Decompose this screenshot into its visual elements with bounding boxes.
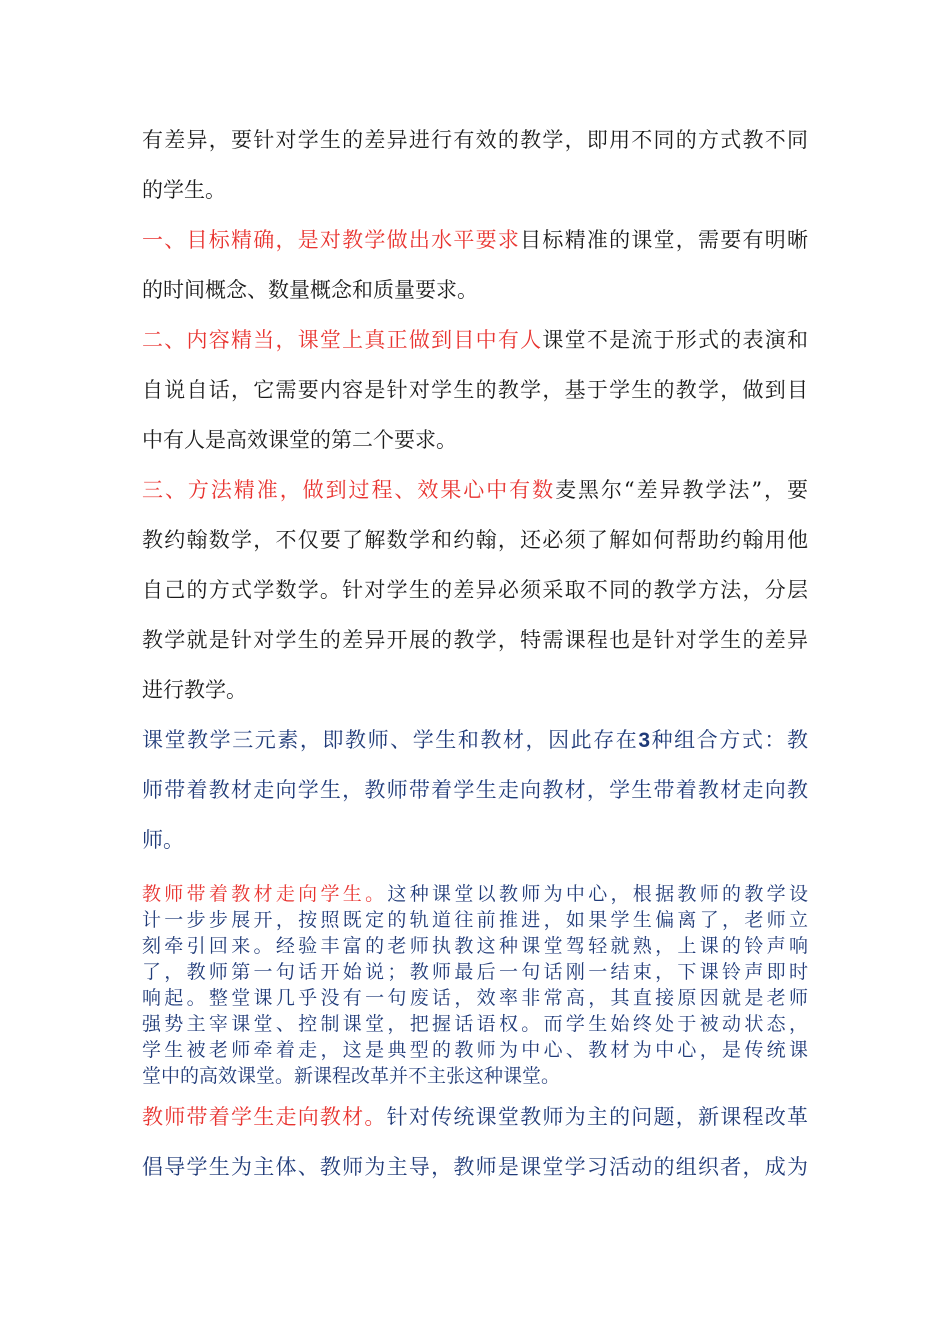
section-heading: 二、内容精当，课堂上真正做到目中有人 xyxy=(142,328,543,352)
paragraph-line: 自说自话，它需要内容是针对学生的教学，基于学生的教学，做到目 xyxy=(142,378,808,402)
paragraph-line: 教约翰数学，不仅要了解数学和约翰，还必须了解如何帮助约翰用他 xyxy=(142,528,808,552)
paragraph-line: 刻牵引回来。经验丰富的老师执教这种课堂驾轻就熟，上课的铃声响 xyxy=(142,935,808,957)
paragraph-line xyxy=(142,726,808,755)
paragraph-line: 堂中的高效课堂。新课程改革并不主张这种课堂。 xyxy=(142,1065,561,1087)
section-heading: 三、方法精准，做到过程、效果心中有数 xyxy=(142,478,556,502)
paragraph-line: 强势主宰课堂、控制课堂，把握话语权。而学生始终处于被动状态， xyxy=(142,1013,808,1035)
paragraph-line: 自己的方式学数学。针对学生的差异必须采取不同的教学方法，分层 xyxy=(142,578,808,602)
paragraph-text: 课堂不是流于形式的表演和 xyxy=(542,328,808,352)
paragraph-line xyxy=(142,226,808,254)
paragraph-line: 倡导学生为主体、教师为主导，教师是课堂学习活动的组织者，成为 xyxy=(142,1155,808,1179)
section-heading: 教师带着教材走向学生。 xyxy=(142,883,388,905)
paragraph-line: 计一步步展开，按照既定的轨道往前推进，如果学生偏离了，老师立 xyxy=(142,909,808,931)
paragraph-line xyxy=(142,476,808,504)
paragraph-line xyxy=(142,326,808,354)
paragraph-line: 响起。整堂课几乎没有一句废话，效率非常高，其直接原因就是老师 xyxy=(142,987,808,1009)
paragraph-line: 中有人是高效课堂的第二个要求。 xyxy=(142,428,457,452)
paragraph-line: 教学就是针对学生的差异开展的教学，特需课程也是针对学生的差异 xyxy=(142,628,808,652)
paragraph-line: 师带着教材走向学生，教师带着学生走向教材，学生带着教材走向教 xyxy=(142,778,808,802)
paragraph-line: 有差异，要针对学生的差异进行有效的教学，即用不同的方式教不同 xyxy=(142,128,808,152)
number-text: 3 xyxy=(638,729,651,752)
paragraph-text: 针对传统课堂教师为主的问题，新课程改革 xyxy=(386,1105,808,1129)
paragraph-line: 的时间概念、数量概念和质量要求。 xyxy=(142,278,478,302)
paragraph-text: 目标精准的课堂，需要有明晰 xyxy=(520,228,809,252)
section-heading: 一、目标精确，是对教学做出水平要求 xyxy=(142,228,521,252)
paragraph-line: 师。 xyxy=(142,828,184,852)
paragraph-line: 的学生。 xyxy=(142,178,226,202)
paragraph-text: 课堂教学三元素，即教师、学生和教材，因此存在 xyxy=(142,728,639,752)
paragraph-text: 这种课堂以教师为中心，根据教师的教学设 xyxy=(387,883,808,905)
paragraph-line: 进行教学。 xyxy=(142,678,247,702)
paragraph-line: 了，教师第一句话开始说；教师最后一句话刚一结束，下课铃声即时 xyxy=(142,961,808,983)
paragraph-text: 种组合方式：教 xyxy=(650,728,808,752)
paragraph-text: 麦黑尔“差异教学法”，要 xyxy=(555,478,808,502)
paragraph-line xyxy=(142,882,808,906)
section-heading: 教师带着学生走向教材。 xyxy=(142,1105,387,1129)
paragraph-line xyxy=(142,1103,808,1131)
paragraph-line: 学生被老师牵着走，这是典型的教师为中心、教材为中心，是传统课 xyxy=(142,1039,808,1061)
